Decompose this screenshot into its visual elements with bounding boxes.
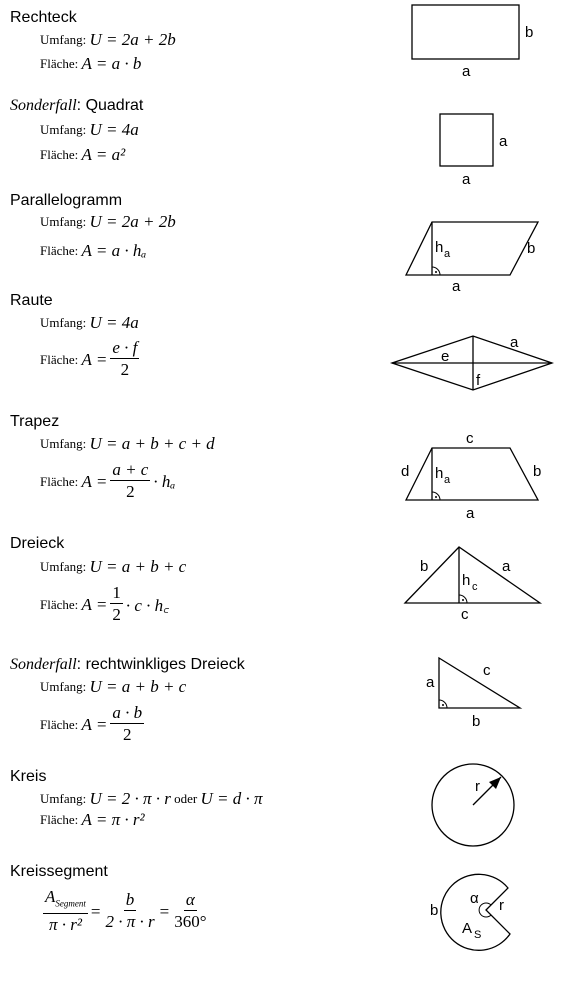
title-italic: Sonderfall	[10, 656, 77, 673]
label-b: b	[533, 463, 542, 480]
flaeche-lhs: A =	[81, 714, 108, 734]
flaeche-label: Fläche:	[40, 596, 79, 612]
label-a: a	[510, 334, 519, 351]
umfang-formula: U = 2a + 2b	[89, 212, 176, 231]
label-b: b	[472, 713, 481, 730]
flaeche-label: Fläche:	[40, 473, 79, 489]
label-c: c	[466, 430, 474, 447]
title-text: : rechtwinkliges Dreieck	[76, 656, 245, 673]
label-b: b	[430, 902, 439, 919]
label-A: A	[462, 920, 473, 937]
umfang-formula: U = 2a + 2b	[89, 30, 176, 49]
label-h-sub: a	[444, 248, 451, 260]
umfang-label: Umfang:	[40, 559, 87, 574]
equals-sign: =	[159, 901, 170, 921]
label-r: r	[475, 778, 480, 795]
label-a: a	[466, 505, 475, 522]
section-title: Trapez	[10, 413, 60, 430]
flaeche-label: Fläche:	[40, 716, 79, 732]
flaeche-formula: A = a · b	[81, 54, 142, 73]
triangle-figure	[0, 535, 573, 655]
label-h: h	[435, 465, 444, 482]
area-symbol: A	[45, 887, 56, 906]
label-e: e	[441, 348, 450, 365]
umfang-formula: U = a + b + c + d	[89, 434, 215, 453]
section-trapez	[0, 410, 573, 535]
flaeche-rhs: · c · h꜀	[125, 596, 170, 615]
flaeche-label: Fläche:	[40, 147, 79, 162]
section-title: Raute	[10, 292, 53, 309]
flaeche-formula: A = a²	[81, 145, 126, 164]
umfang-formula: U = a + b + c	[89, 677, 187, 696]
section-dreieck	[0, 535, 573, 655]
section-title: Dreieck	[10, 535, 65, 552]
title-italic: Sonderfall	[10, 97, 77, 114]
fraction-denominator: 2 · π · r	[105, 912, 155, 932]
fraction-denominator: 2	[112, 605, 121, 624]
section-quadrat	[0, 95, 573, 190]
fraction-numerator: b	[125, 890, 135, 910]
section-kreis	[0, 765, 573, 860]
umfang-formula-2: U = d · π	[200, 789, 263, 808]
label-alpha: α	[470, 890, 479, 907]
fraction-numerator: α	[185, 890, 195, 910]
umfang-label: Umfang:	[40, 32, 87, 47]
title-text: : Quadrat	[76, 97, 144, 114]
section-parallelogramm	[0, 190, 573, 295]
section-rechteck	[0, 0, 573, 95]
umfang-formula: U = 4a	[89, 313, 139, 332]
fraction-denominator: π · r²	[48, 915, 82, 935]
flaeche-label: Fläche:	[40, 243, 79, 258]
square-figure	[0, 95, 573, 190]
label-a: a	[502, 558, 511, 575]
oder-text: oder	[174, 791, 198, 806]
flaeche-formula: A = π · r²	[81, 810, 145, 829]
flaeche-label: Fläche:	[40, 351, 79, 367]
flaeche-lhs: A =	[81, 349, 108, 369]
fraction-denominator: 2	[126, 482, 135, 501]
rectangle-figure	[0, 0, 573, 95]
section-raute	[0, 290, 573, 410]
umfang-label: Umfang:	[40, 214, 87, 229]
equals-sign: =	[90, 901, 101, 921]
right-triangle-figure	[0, 655, 573, 765]
label-h: h	[462, 572, 471, 589]
label-a-bottom: a	[462, 171, 471, 188]
umfang-label: Umfang:	[40, 791, 87, 806]
area-subscript: Segment	[55, 898, 86, 909]
circle-segment-figure	[0, 860, 573, 989]
label-h-sub: a	[444, 474, 451, 486]
section-rechtwinklig	[0, 655, 573, 765]
fraction-numerator: a + c	[112, 460, 149, 479]
label-f: f	[476, 372, 481, 389]
section-title: Rechteck	[10, 9, 77, 26]
label-a: a	[426, 674, 435, 691]
label-a: a	[452, 278, 461, 295]
umfang-formula: U = 4a	[89, 120, 139, 139]
fraction-numerator: 1	[112, 583, 121, 602]
umfang-label: Umfang:	[40, 679, 87, 694]
umfang-label: Umfang:	[40, 122, 87, 137]
label-c: c	[461, 606, 469, 623]
flaeche-lhs: A =	[81, 594, 108, 614]
section-kreissegment	[0, 860, 573, 989]
section-title: Kreis	[10, 768, 47, 785]
label-h: h	[435, 239, 444, 256]
label-a: a	[462, 63, 471, 80]
label-r: r	[499, 897, 504, 914]
umfang-label: Umfang:	[40, 315, 87, 330]
flaeche-lhs: A =	[81, 471, 108, 491]
label-h-sub: c	[472, 581, 478, 593]
umfang-label: Umfang:	[40, 436, 87, 451]
label-b: b	[420, 558, 429, 575]
section-title: Kreissegment	[10, 863, 108, 880]
section-title: Parallelogramm	[10, 192, 123, 209]
flaeche-rhs: · hₐ	[153, 471, 176, 491]
flaeche-label: Fläche:	[40, 812, 79, 827]
label-d: d	[401, 463, 410, 480]
fraction-denominator: 2	[122, 725, 132, 744]
label-c: c	[483, 662, 491, 679]
umfang-formula-1: U = 2 · π · r	[89, 789, 171, 808]
label-b: b	[527, 240, 536, 257]
parallelogram-figure	[0, 190, 573, 295]
fraction-numerator: e · f	[112, 338, 138, 357]
flaeche-label: Fläche:	[40, 56, 79, 71]
label-b: b	[525, 24, 534, 41]
rhombus-figure	[0, 290, 573, 410]
flaeche-formula: A = a · hₐ	[81, 241, 147, 260]
fraction-denominator: 360°	[174, 912, 207, 932]
fraction-denominator: 2	[120, 360, 130, 379]
trapezoid-figure	[0, 410, 573, 535]
circle-figure	[0, 765, 573, 860]
fraction-numerator: a · b	[112, 703, 143, 722]
label-A-sub: S	[474, 929, 482, 941]
label-a-side: a	[499, 133, 508, 150]
umfang-formula: U = a + b + c	[89, 557, 187, 576]
